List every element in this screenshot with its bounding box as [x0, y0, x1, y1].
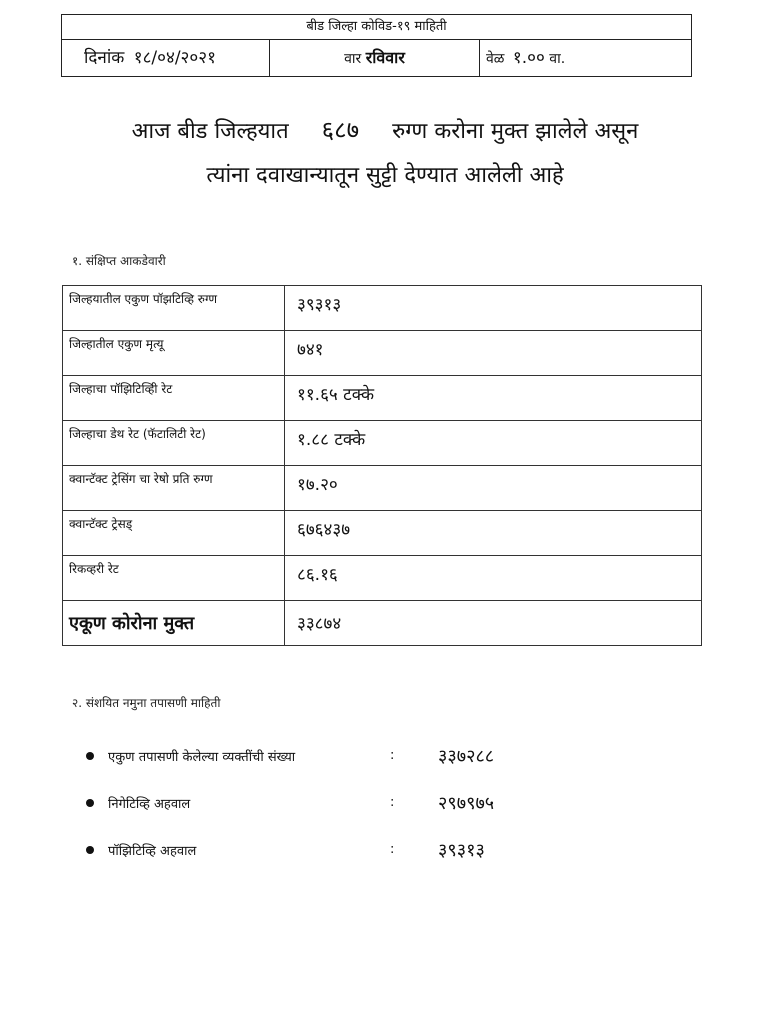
- table-row: [63, 466, 702, 511]
- row-label: जिल्हाचा पॉझिटिव्हिी रेट: [63, 376, 285, 421]
- item-value: ३९३१३: [438, 839, 485, 861]
- row-value: १७.२०: [285, 466, 702, 511]
- item-label: एकुण तपासणी केलेल्या व्यक्तींची संख्या: [108, 749, 296, 765]
- table-row: [63, 556, 702, 601]
- date-cell: [62, 40, 270, 76]
- time-cell: [480, 40, 691, 76]
- time-label: वेळ: [486, 51, 505, 67]
- list-item: [86, 779, 646, 826]
- row-label: रिकव्हरी रेट: [63, 556, 285, 601]
- table-row: [63, 286, 702, 331]
- row-value: ३३८७४: [285, 601, 702, 646]
- day-value: रविवार: [365, 48, 405, 67]
- recovered-today-count: ६८७: [321, 116, 360, 144]
- item-label: निगेटिव्हि अहवाल: [108, 796, 191, 812]
- table-row: [63, 331, 702, 376]
- info-header-box: [61, 14, 692, 77]
- row-value: ६७६४३७: [285, 511, 702, 556]
- row-label: जिल्हयातील एकुण पॉझटिव्हि रुग्ण: [63, 286, 285, 331]
- time-suffix: वा.: [549, 51, 566, 67]
- row-value: ८६.१६: [285, 556, 702, 601]
- row-label: जिल्हातील एकुण मृत्यू: [63, 331, 285, 376]
- day-cell: [270, 40, 480, 76]
- header-title: बीड जिल्हा कोविड-१९ माहिती: [62, 15, 691, 40]
- headline-line-1: [40, 108, 730, 154]
- date-value: १८/०४/२०२१: [133, 48, 216, 68]
- item-colon: :: [390, 748, 395, 763]
- table-row: [63, 421, 702, 466]
- testing-list: [86, 732, 646, 873]
- row-label: जिल्हाचा डेथ रेट (फॅटालिटी रेट): [63, 421, 285, 466]
- row-label: एकूण कोरोना मुक्त: [63, 601, 285, 646]
- bullet-icon: [86, 752, 94, 760]
- day-label: वार: [344, 51, 362, 67]
- item-value: २९७९७५: [438, 792, 495, 814]
- headline-part-1: आज बीड जिल्हयात: [131, 119, 289, 144]
- bullet-icon: [86, 846, 94, 854]
- summary-table: [62, 285, 702, 646]
- header-info-row: [62, 40, 691, 76]
- row-value: १.८८ टक्के: [285, 421, 702, 466]
- headline: [40, 108, 730, 198]
- row-label: क्वान्टॅक्ट ट्रेसड्: [63, 511, 285, 556]
- bullet-icon: [86, 799, 94, 807]
- item-value: ३३७२८८: [438, 745, 495, 767]
- item-colon: :: [390, 795, 395, 810]
- testing-section-title: २. संशयित नमुना तपासणी माहिती: [72, 696, 221, 710]
- headline-part-2: रुग्ण करोना मुक्त झालेले असून: [392, 119, 639, 144]
- row-value: ३९३१३: [285, 286, 702, 331]
- summary-section-title: १. संक्षिप्त आकडेवारी: [72, 254, 166, 268]
- row-value: ११.६५ टक्के: [285, 376, 702, 421]
- list-item: [86, 826, 646, 873]
- row-value: ७४१: [285, 331, 702, 376]
- table-row: [63, 511, 702, 556]
- item-colon: :: [390, 842, 395, 857]
- list-item: [86, 732, 646, 779]
- table-row: [63, 376, 702, 421]
- time-value: १.००: [512, 48, 545, 68]
- table-row: [63, 601, 702, 646]
- headline-line-2: त्यांना दवाखान्यातून सुट्टी देण्यात आलेली आहे: [206, 163, 564, 188]
- item-label: पॉझिटिव्हि अहवाल: [108, 843, 197, 859]
- row-label: क्वान्टॅक्ट ट्रेसिंग चा रेषो प्रति रुग्ण: [63, 466, 285, 511]
- date-label: दिनांक: [84, 48, 125, 68]
